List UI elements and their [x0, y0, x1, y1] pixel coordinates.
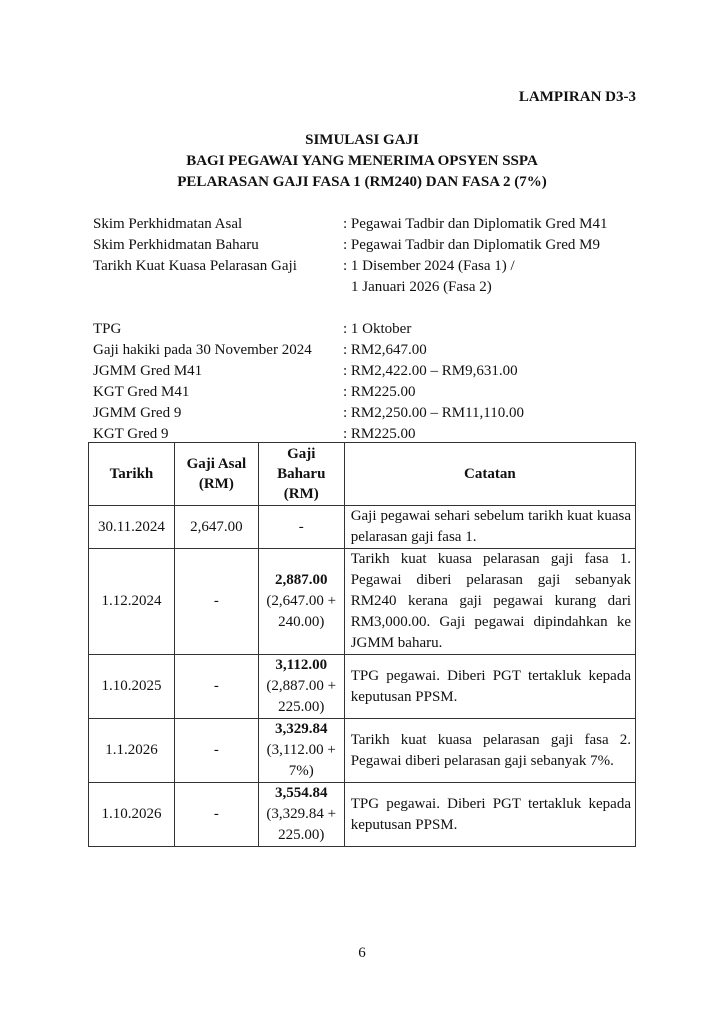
title-line-3: PELARASAN GAJI FASA 1 (RM240) DAN FASA 2 (7%): [177, 174, 547, 190]
info-row-tarikh-kuat-kuasa-cont: [93, 277, 643, 298]
header-catatan: Catatan: [344, 443, 635, 506]
table-row: [89, 549, 636, 655]
info-section: [93, 214, 643, 445]
info-row-kgt-m41: [93, 382, 643, 403]
title-line-2: BAGI PEGAWAI YANG MENERIMA OPSYEN SSPA: [186, 153, 538, 169]
page-number: 6: [358, 945, 366, 961]
gaji-baharu-calc: 225.00): [278, 827, 325, 843]
gaji-baharu-calc: (3,112.00 +: [266, 742, 336, 758]
cell-catatan: TPG pegawai. Diberi PGT tertakluk kepada keputusan PPSM.: [344, 655, 635, 719]
gaji-baharu-calc: (3,329.84 +: [266, 806, 337, 822]
cell-catatan: Tarikh kuat kuasa pelarasan gaji fasa 2. Pegawai diberi pelarasan gaji sebanyak 7%.: [344, 719, 635, 783]
gaji-baharu-calc: 225.00): [278, 699, 325, 715]
info-label: TPG: [93, 321, 122, 337]
gaji-baharu-value: 3,554.84: [274, 785, 328, 801]
info-value: : 1 Disember 2024 (Fasa 1) /: [343, 258, 515, 274]
gaji-baharu-calc: 240.00): [278, 614, 325, 630]
info-value: : Pegawai Tadbir dan Diplomatik Gred M9: [343, 237, 600, 253]
cell-gaji-asal: -: [174, 783, 258, 847]
gaji-baharu-value: 3,112.00: [275, 657, 328, 673]
header-gaji-baharu: Gaji Baharu (RM): [258, 443, 344, 506]
info-value-continued: 1 Januari 2026 (Fasa 2): [351, 279, 492, 295]
info-row-tpg: [93, 319, 643, 340]
cell-tarikh: 30.11.2024: [89, 506, 175, 549]
cell-tarikh: 1.1.2026: [89, 719, 175, 783]
info-value: : RM2,647.00: [343, 342, 427, 358]
info-value: : RM225.00: [343, 384, 416, 400]
info-label: Skim Perkhidmatan Baharu: [93, 237, 259, 253]
gaji-baharu-calc: (2,887.00 +: [266, 678, 337, 694]
cell-gaji-asal: -: [174, 655, 258, 719]
gaji-baharu-calc: 7%): [288, 763, 314, 779]
cell-catatan: Gaji pegawai sehari sebelum tarikh kuat kuasa pelarasan gaji fasa 1.: [344, 506, 635, 549]
cell-gaji-asal: -: [174, 549, 258, 655]
cell-tarikh: 1.12.2024: [89, 549, 175, 655]
gaji-baharu-calc: (2,647.00 +: [266, 593, 337, 609]
gaji-baharu-value: 2,887.00: [274, 572, 328, 588]
header-gaji-asal: Gaji Asal (RM): [174, 443, 258, 506]
table-row: [89, 655, 636, 719]
info-row-tarikh-kuat-kuasa: [93, 256, 643, 277]
cell-catatan: Tarikh kuat kuasa pelarasan gaji fasa 1. Pegawai diberi pelarasan gaji sebanyak RM240 kerana gaji pegawai kurang dari RM3,000.00. Gaji pegawai dipindahkan ke JGMM baharu.: [344, 549, 635, 655]
header-tarikh: Tarikh: [89, 443, 175, 506]
table-row: [89, 719, 636, 783]
cell-tarikh: 1.10.2025: [89, 655, 175, 719]
info-value: : Pegawai Tadbir dan Diplomatik Gred M41: [343, 216, 608, 232]
info-row-jgmm-9: [93, 403, 643, 424]
info-row-jgmm-m41: [93, 361, 643, 382]
info-label: KGT Gred M41: [93, 384, 190, 400]
info-label: KGT Gred 9: [93, 426, 169, 442]
appendix-label: LAMPIRAN D3-3: [518, 89, 636, 105]
salary-simulation-table: [88, 442, 636, 847]
gaji-baharu-value: 3,329.84: [274, 721, 328, 737]
table-header-row: [89, 443, 636, 506]
info-row-skim-asal: [93, 214, 643, 235]
info-value: : RM2,250.00 – RM11,110.00: [343, 405, 524, 421]
cell-tarikh: 1.10.2026: [89, 783, 175, 847]
info-label: Gaji hakiki pada 30 November 2024: [93, 342, 312, 358]
table-row: [89, 783, 636, 847]
cell-gaji-baharu: [258, 655, 344, 719]
info-value: : RM225.00: [343, 426, 416, 442]
cell-gaji-baharu: [258, 549, 344, 655]
table-row: [89, 506, 636, 549]
title-line-1: SIMULASI GAJI: [305, 132, 419, 148]
document-title: [0, 130, 724, 193]
cell-gaji-asal: -: [174, 719, 258, 783]
cell-gaji-baharu: [258, 719, 344, 783]
info-value: : 1 Oktober: [343, 321, 412, 337]
cell-catatan: TPG pegawai. Diberi PGT tertakluk kepada keputusan PPSM.: [344, 783, 635, 847]
cell-gaji-baharu: -: [258, 506, 344, 549]
info-value: : RM2,422.00 – RM9,631.00: [343, 363, 518, 379]
info-label: JGMM Gred 9: [93, 405, 182, 421]
info-row-gaji-hakiki: [93, 340, 643, 361]
info-label: Tarikh Kuat Kuasa Pelarasan Gaji: [93, 258, 297, 274]
cell-gaji-asal: 2,647.00: [174, 506, 258, 549]
info-row-skim-baharu: [93, 235, 643, 256]
cell-gaji-baharu: [258, 783, 344, 847]
info-label: JGMM Gred M41: [93, 363, 203, 379]
info-label: Skim Perkhidmatan Asal: [93, 216, 243, 232]
